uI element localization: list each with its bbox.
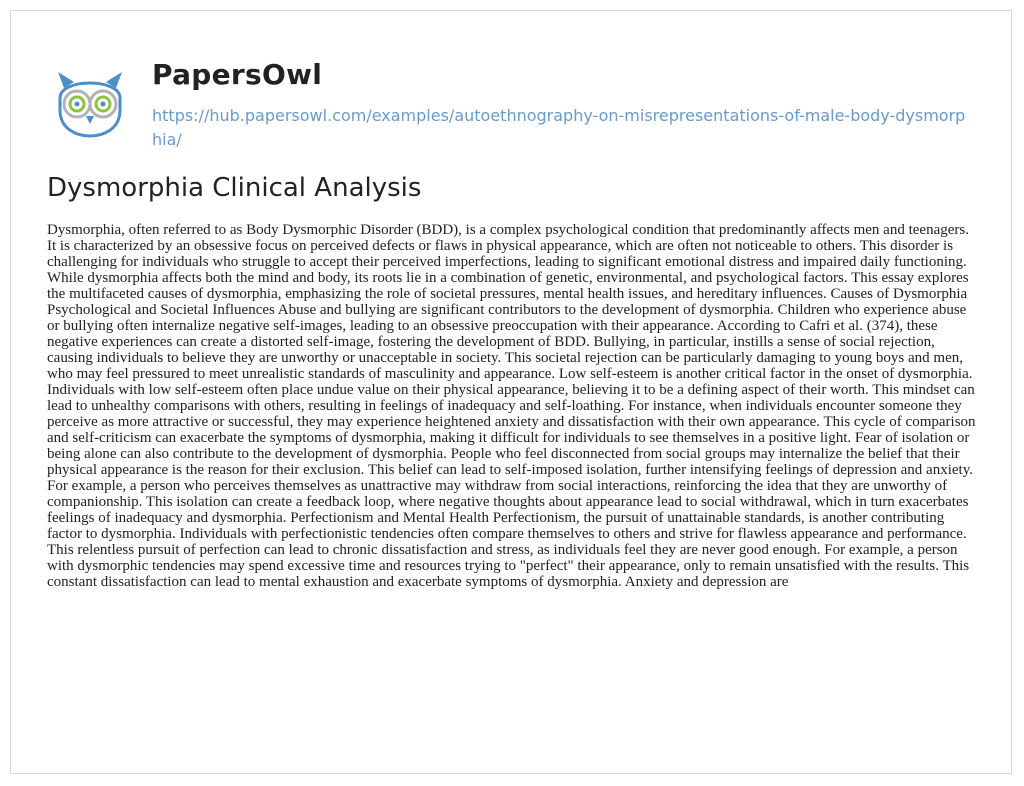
source-url-link[interactable]: https://hub.papersowl.com/examples/autoethnography-on-misrepresentations-of-male-body-dysmorphia/ (152, 106, 966, 149)
brand-name: PapersOwl (152, 58, 323, 91)
papersowl-owl-logo-icon (50, 68, 130, 138)
document-title: Dysmorphia Clinical Analysis (47, 173, 422, 203)
document-body: Dysmorphia, often referred to as Body Dysmorphic Disorder (BDD), is a complex psychological condition that predominantly affects men and teenagers. It is characterized by an obsessive focus on perceived defects or flaws in physical appearance, which are often not noticeable to others. This disorder is challenging for individuals who struggle to accept their perceived imperfections, leading to significant emotional distress and impaired daily functioning. While dysmorphia affects both the mind and body, its roots lie in a combination of genetic, environmental, and psychological factors. This essay explores the multifaceted causes of dysmorphia, emphasizing the role of societal pressures, mental health issues, and hereditary influences. Causes of Dysmorphia Psychological and Societal Influences Abuse and bullying are significant contributors to the development of dysmorphia. Children who experience abuse or bullying often internalize negative self-images, leading to an obsessive preoccupation with their appearance. According to Cafri et al. (374), these negative experiences can create a distorted self-image, fostering the development of BDD. Bullying, in particular, instills a sense of social rejection, causing individuals to believe they are unworthy or unacceptable in society. This societal rejection can be particularly damaging to young boys and men, who may feel pressured to meet unrealistic standards of masculinity and appearance. Low self-esteem is another critical factor in the onset of dysmorphia. Individuals with low self-esteem often place undue value on their physical appearance, believing it to be a defining aspect of their worth. This mindset can lead to unhealthy comparisons with others, resulting in feelings of inadequacy and self-loathing. For instance, when individuals encounter someone they perceive as more attractive or successful, they may experience heightened anxiety and dissatisfaction with their own appearance. This cycle of comparison and self-criticism can exacerbate the symptoms of dysmorphia, making it difficult for individuals to see themselves in a positive light. Fear of isolation or being alone can also contribute to the development of dysmorphia. People who feel disconnected from social groups may internalize the belief that their physical appearance is the reason for their exclusion. This belief can lead to self-imposed isolation, further intensifying feelings of depression and anxiety. For example, a person who perceives themselves as unattractive may withdraw from social interactions, reinforcing the idea that they are unworthy of companionship. This isolation can create a feedback loop, where negative thoughts about appearance lead to social withdrawal, which in turn exacerbates feelings of inadequacy and dysmorphia. Perfectionism and Mental Health Perfectionism, the pursuit of unattainable standards, is another contributing factor to dysmorphia. Individuals with perfectionistic tendencies often compare themselves to others and strive for flawless appearance and performance. This relentless pursuit of perfection can lead to chronic dissatisfaction and stress, as individuals feel they are never good enough. For example, a person with dysmorphic tendencies may spend excessive time and resources trying to "perfect" their appearance, only to remain unsatisfied with the results. This constant dissatisfaction can lead to mental exhaustion and exacerbate symptoms of dysmorphia. Anxiety and depression are (47, 222, 976, 590)
header (50, 58, 990, 158)
